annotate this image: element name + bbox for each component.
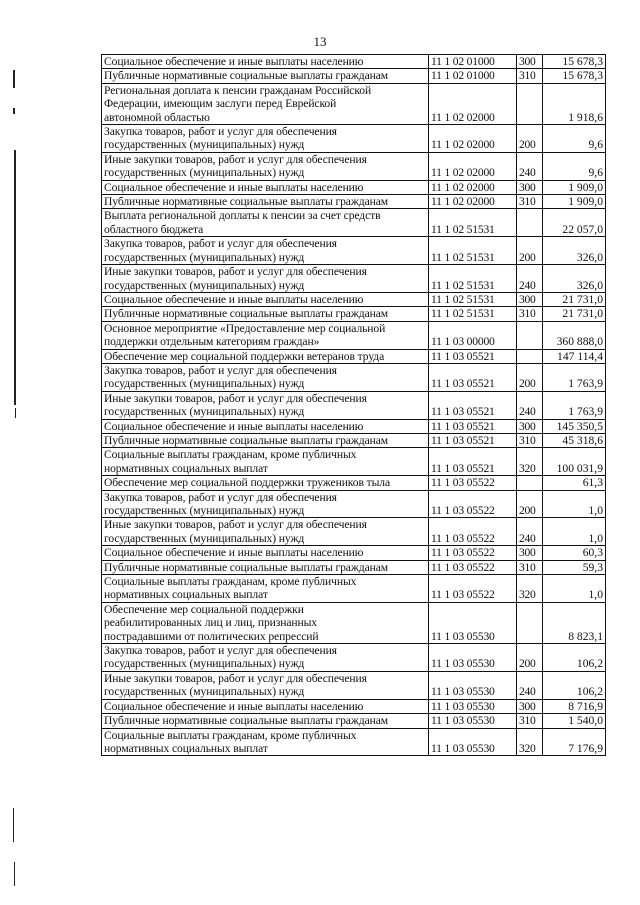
- cell-name: Социальные выплаты гражданам, кроме публичных нормативных социальных выплат: [102, 448, 429, 476]
- cell-target-code: 11 1 02 02000: [429, 195, 517, 209]
- cell-amount: 8 716,9: [543, 699, 606, 713]
- cell-amount: 326,0: [543, 265, 606, 293]
- cell-expense-type: 320: [517, 575, 543, 603]
- cell-expense-type: 240: [517, 265, 543, 293]
- cell-amount: 15 678,3: [543, 69, 606, 83]
- cell-amount: 45 318,6: [543, 433, 606, 447]
- cell-name: Публичные нормативные социальные выплаты гражданам: [102, 433, 429, 447]
- cell-amount: 100 031,9: [543, 448, 606, 476]
- cell-amount: 21 731,0: [543, 307, 606, 321]
- cell-expense-type: 300: [517, 699, 543, 713]
- cell-amount: 1 540,0: [543, 714, 606, 728]
- cell-name: Социальное обеспечение и иные выплаты населению: [102, 55, 429, 69]
- cell-amount: 1 909,0: [543, 195, 606, 209]
- table-row: [102, 575, 606, 603]
- cell-expense-type: 310: [517, 69, 543, 83]
- cell-target-code: 11 1 02 51531: [429, 265, 517, 293]
- cell-name: Социальное обеспечение и иные выплаты населению: [102, 180, 429, 194]
- cell-name: Иные закупки товаров, работ и услуг для обеспечения государственных (муниципальных) нужд: [102, 152, 429, 180]
- cell-expense-type: 240: [517, 518, 543, 546]
- cell-name: Основное мероприятие «Предоставление мер социальной поддержки отдельным категориям граждан»: [102, 321, 429, 349]
- cell-target-code: 11 1 03 05521: [429, 349, 517, 363]
- table-row: [102, 55, 606, 69]
- cell-target-code: 11 1 03 05530: [429, 699, 517, 713]
- table-row: [102, 237, 606, 265]
- cell-name: Публичные нормативные социальные выплаты гражданам: [102, 307, 429, 321]
- cell-amount: 61,3: [543, 476, 606, 490]
- cell-expense-type: 300: [517, 55, 543, 69]
- cell-target-code: 11 1 03 05521: [429, 419, 517, 433]
- cell-expense-type: 310: [517, 433, 543, 447]
- cell-target-code: 11 1 02 51531: [429, 307, 517, 321]
- cell-expense-type: [517, 321, 543, 349]
- table-row: [102, 83, 606, 124]
- cell-amount: 1 909,0: [543, 180, 606, 194]
- cell-expense-type: [517, 209, 543, 237]
- scan-edge-mark: [13, 70, 15, 88]
- scan-edge-mark: [14, 862, 15, 886]
- cell-amount: 106,2: [543, 644, 606, 672]
- cell-expense-type: 200: [517, 490, 543, 518]
- cell-target-code: 11 1 02 02000: [429, 152, 517, 180]
- cell-expense-type: 300: [517, 292, 543, 306]
- cell-name: Обеспечение мер социальной поддержки тружеников тыла: [102, 476, 429, 490]
- cell-name: Социальное обеспечение и иные выплаты населению: [102, 699, 429, 713]
- cell-expense-type: 200: [517, 125, 543, 153]
- table-row: [102, 490, 606, 518]
- cell-name: Публичные нормативные социальные выплаты гражданам: [102, 69, 429, 83]
- cell-expense-type: 310: [517, 560, 543, 574]
- cell-target-code: 11 1 03 05522: [429, 546, 517, 560]
- cell-amount: 8 823,1: [543, 602, 606, 643]
- cell-expense-type: 320: [517, 728, 543, 756]
- cell-amount: 22 057,0: [543, 209, 606, 237]
- cell-target-code: 11 1 02 51531: [429, 237, 517, 265]
- cell-target-code: 11 1 02 02000: [429, 83, 517, 124]
- cell-name: Социальное обеспечение и иные выплаты населению: [102, 419, 429, 433]
- scan-edge-mark: [13, 108, 15, 114]
- cell-amount: 59,3: [543, 560, 606, 574]
- cell-expense-type: 300: [517, 180, 543, 194]
- table-row: [102, 307, 606, 321]
- cell-target-code: 11 1 03 05522: [429, 560, 517, 574]
- cell-name: Иные закупки товаров, работ и услуг для обеспечения государственных (муниципальных) нужд: [102, 518, 429, 546]
- table-row: [102, 476, 606, 490]
- cell-expense-type: 310: [517, 307, 543, 321]
- cell-amount: 1 763,9: [543, 391, 606, 419]
- table-row: [102, 180, 606, 194]
- scan-edge-mark: [13, 808, 14, 842]
- cell-amount: 147 114,4: [543, 349, 606, 363]
- table-row: [102, 195, 606, 209]
- cell-name: Публичные нормативные социальные выплаты гражданам: [102, 714, 429, 728]
- cell-name: Обеспечение мер социальной поддержки ветеранов труда: [102, 349, 429, 363]
- cell-amount: 360 888,0: [543, 321, 606, 349]
- table-row: [102, 69, 606, 83]
- cell-target-code: 11 1 03 00000: [429, 321, 517, 349]
- cell-target-code: 11 1 03 05522: [429, 476, 517, 490]
- cell-name: Закупка товаров, работ и услуг для обеспечения государственных (муниципальных) нужд: [102, 644, 429, 672]
- table-row: [102, 391, 606, 419]
- table-row: [102, 518, 606, 546]
- cell-name: Публичные нормативные социальные выплаты гражданам: [102, 560, 429, 574]
- page-number: 13: [313, 34, 327, 49]
- cell-amount: 21 731,0: [543, 292, 606, 306]
- cell-target-code: 11 1 03 05530: [429, 728, 517, 756]
- table-row: [102, 321, 606, 349]
- cell-expense-type: 310: [517, 714, 543, 728]
- table-row: [102, 419, 606, 433]
- table-row: [102, 560, 606, 574]
- cell-name: Социальные выплаты гражданам, кроме публичных нормативных социальных выплат: [102, 728, 429, 756]
- cell-expense-type: 310: [517, 195, 543, 209]
- cell-expense-type: 200: [517, 363, 543, 391]
- cell-expense-type: 300: [517, 546, 543, 560]
- cell-amount: 1,0: [543, 575, 606, 603]
- table-row: [102, 125, 606, 153]
- cell-name: Социальные выплаты гражданам, кроме публичных нормативных социальных выплат: [102, 575, 429, 603]
- cell-name: Закупка товаров, работ и услуг для обеспечения государственных (муниципальных) нужд: [102, 125, 429, 153]
- cell-expense-type: [517, 602, 543, 643]
- cell-name: Выплата региональной доплаты к пенсии за счет средств областного бюджета: [102, 209, 429, 237]
- table-row: [102, 363, 606, 391]
- cell-target-code: 11 1 03 05521: [429, 363, 517, 391]
- cell-amount: 9,6: [543, 125, 606, 153]
- cell-expense-type: [517, 476, 543, 490]
- cell-expense-type: 200: [517, 237, 543, 265]
- table-row: [102, 671, 606, 699]
- cell-target-code: 11 1 02 01000: [429, 69, 517, 83]
- cell-target-code: 11 1 03 05521: [429, 391, 517, 419]
- scan-edge-mark: [14, 150, 16, 405]
- cell-name: Социальное обеспечение и иные выплаты населению: [102, 292, 429, 306]
- cell-target-code: 11 1 03 05530: [429, 714, 517, 728]
- cell-target-code: 11 1 02 02000: [429, 180, 517, 194]
- cell-target-code: 11 1 02 51531: [429, 292, 517, 306]
- scan-edge-mark: [15, 408, 16, 418]
- cell-target-code: 11 1 03 05522: [429, 518, 517, 546]
- cell-amount: 15 678,3: [543, 55, 606, 69]
- cell-expense-type: 320: [517, 448, 543, 476]
- table-row: [102, 714, 606, 728]
- cell-amount: 1 918,6: [543, 83, 606, 124]
- cell-target-code: 11 1 03 05521: [429, 433, 517, 447]
- cell-target-code: 11 1 02 02000: [429, 125, 517, 153]
- cell-amount: 7 176,9: [543, 728, 606, 756]
- cell-target-code: 11 1 02 01000: [429, 55, 517, 69]
- table-row: [102, 433, 606, 447]
- cell-target-code: 11 1 03 05521: [429, 448, 517, 476]
- cell-expense-type: [517, 349, 543, 363]
- cell-expense-type: 200: [517, 644, 543, 672]
- table-row: [102, 292, 606, 306]
- cell-name: Закупка товаров, работ и услуг для обеспечения государственных (муниципальных) нужд: [102, 490, 429, 518]
- table-row: [102, 728, 606, 756]
- cell-name: Обеспечение мер социальной поддержки реабилитированных лиц и лиц, признанных пострадавшими от политических репрессий: [102, 602, 429, 643]
- table-row: [102, 448, 606, 476]
- table-row: [102, 209, 606, 237]
- cell-target-code: 11 1 03 05522: [429, 575, 517, 603]
- table-row: [102, 152, 606, 180]
- table-row: [102, 546, 606, 560]
- cell-target-code: 11 1 03 05530: [429, 671, 517, 699]
- cell-target-code: 11 1 03 05530: [429, 644, 517, 672]
- cell-name: Иные закупки товаров, работ и услуг для обеспечения государственных (муниципальных) нужд: [102, 265, 429, 293]
- cell-expense-type: 240: [517, 391, 543, 419]
- cell-expense-type: [517, 83, 543, 124]
- table-row: [102, 644, 606, 672]
- cell-amount: 106,2: [543, 671, 606, 699]
- cell-name: Иные закупки товаров, работ и услуг для обеспечения государственных (муниципальных) нужд: [102, 391, 429, 419]
- cell-amount: 9,6: [543, 152, 606, 180]
- cell-amount: 1,0: [543, 490, 606, 518]
- cell-expense-type: 240: [517, 152, 543, 180]
- table-row: [102, 602, 606, 643]
- cell-amount: 60,3: [543, 546, 606, 560]
- table-row: [102, 699, 606, 713]
- table-body: [102, 55, 606, 756]
- cell-amount: 145 350,5: [543, 419, 606, 433]
- cell-name: Публичные нормативные социальные выплаты гражданам: [102, 195, 429, 209]
- cell-amount: 1,0: [543, 518, 606, 546]
- cell-target-code: 11 1 03 05530: [429, 602, 517, 643]
- cell-name: Социальное обеспечение и иные выплаты населению: [102, 546, 429, 560]
- table-row: [102, 265, 606, 293]
- cell-expense-type: 300: [517, 419, 543, 433]
- cell-amount: 1 763,9: [543, 363, 606, 391]
- cell-name: Закупка товаров, работ и услуг для обеспечения государственных (муниципальных) нужд: [102, 237, 429, 265]
- budget-table: [101, 54, 606, 756]
- cell-target-code: 11 1 02 51531: [429, 209, 517, 237]
- cell-target-code: 11 1 03 05522: [429, 490, 517, 518]
- cell-name: Иные закупки товаров, работ и услуг для обеспечения государственных (муниципальных) нужд: [102, 671, 429, 699]
- cell-name: Региональная доплата к пенсии гражданам Российской Федерации, имеющим заслуги перед Еврейской автономной областью: [102, 83, 429, 124]
- cell-amount: 326,0: [543, 237, 606, 265]
- cell-name: Закупка товаров, работ и услуг для обеспечения государственных (муниципальных) нужд: [102, 363, 429, 391]
- cell-expense-type: 240: [517, 671, 543, 699]
- table-row: [102, 349, 606, 363]
